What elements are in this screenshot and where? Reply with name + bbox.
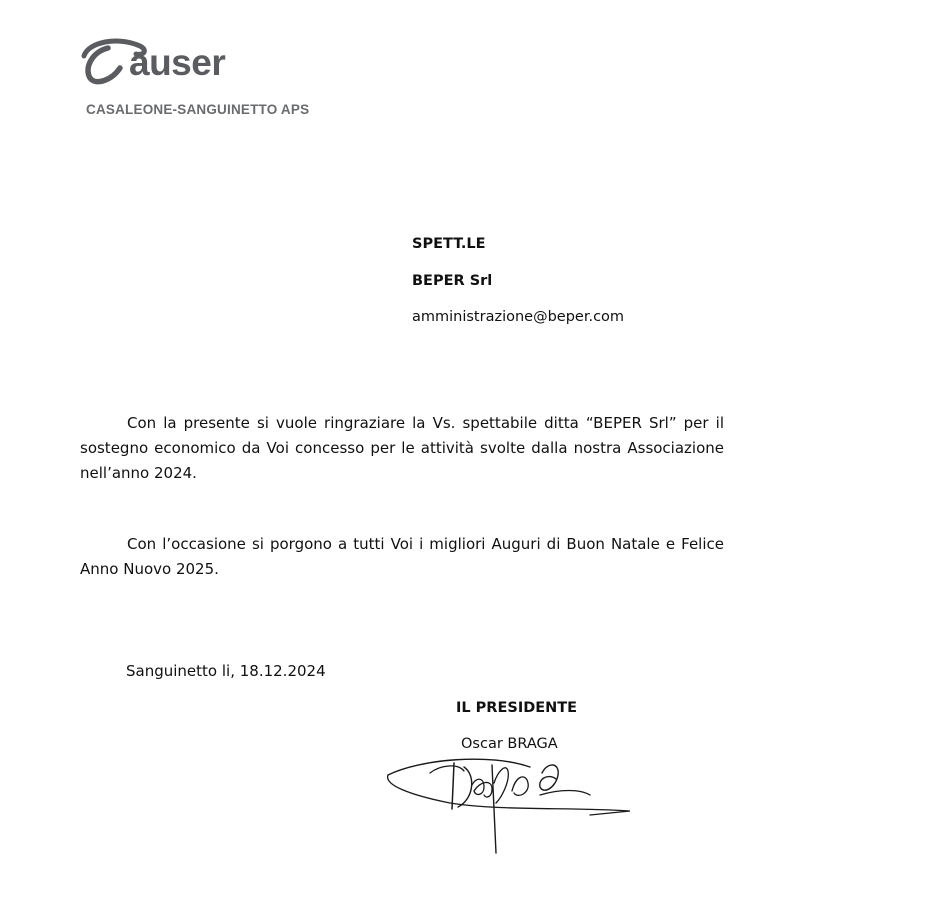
recipient-email: amministrazione@beper.com xyxy=(412,309,625,325)
logo-wordmark: auser xyxy=(129,42,226,83)
recipient-salutation: SPETT.LE xyxy=(412,236,486,252)
body-paragraph-2-text: Con l’occasione si porgono a tutti Voi i migliori Auguri di Buon Natale e Felice Anno Nuovo 2025. xyxy=(80,535,724,578)
handwritten-signature xyxy=(380,745,640,860)
letterhead-logo xyxy=(78,34,338,124)
recipient-company: BEPER Srl xyxy=(412,273,493,289)
signer-title: IL PRESIDENTE xyxy=(456,700,578,716)
body-paragraph-2 xyxy=(80,532,724,582)
signer-name: Oscar BRAGA xyxy=(461,736,558,752)
place-date: Sanguinetto li, 18.12.2024 xyxy=(126,662,326,680)
body-paragraph-1-text: Con la presente si vuole ringraziare la Vs. spettabile ditta “BEPER Srl” per il sostegno economico da Voi concesso per le attività svolte dalla nostra Associazione nell’anno 2024. xyxy=(80,414,724,482)
organization-name: CASALEONE-SANGUINETTO APS xyxy=(86,102,310,117)
body-paragraph-1 xyxy=(80,411,724,486)
